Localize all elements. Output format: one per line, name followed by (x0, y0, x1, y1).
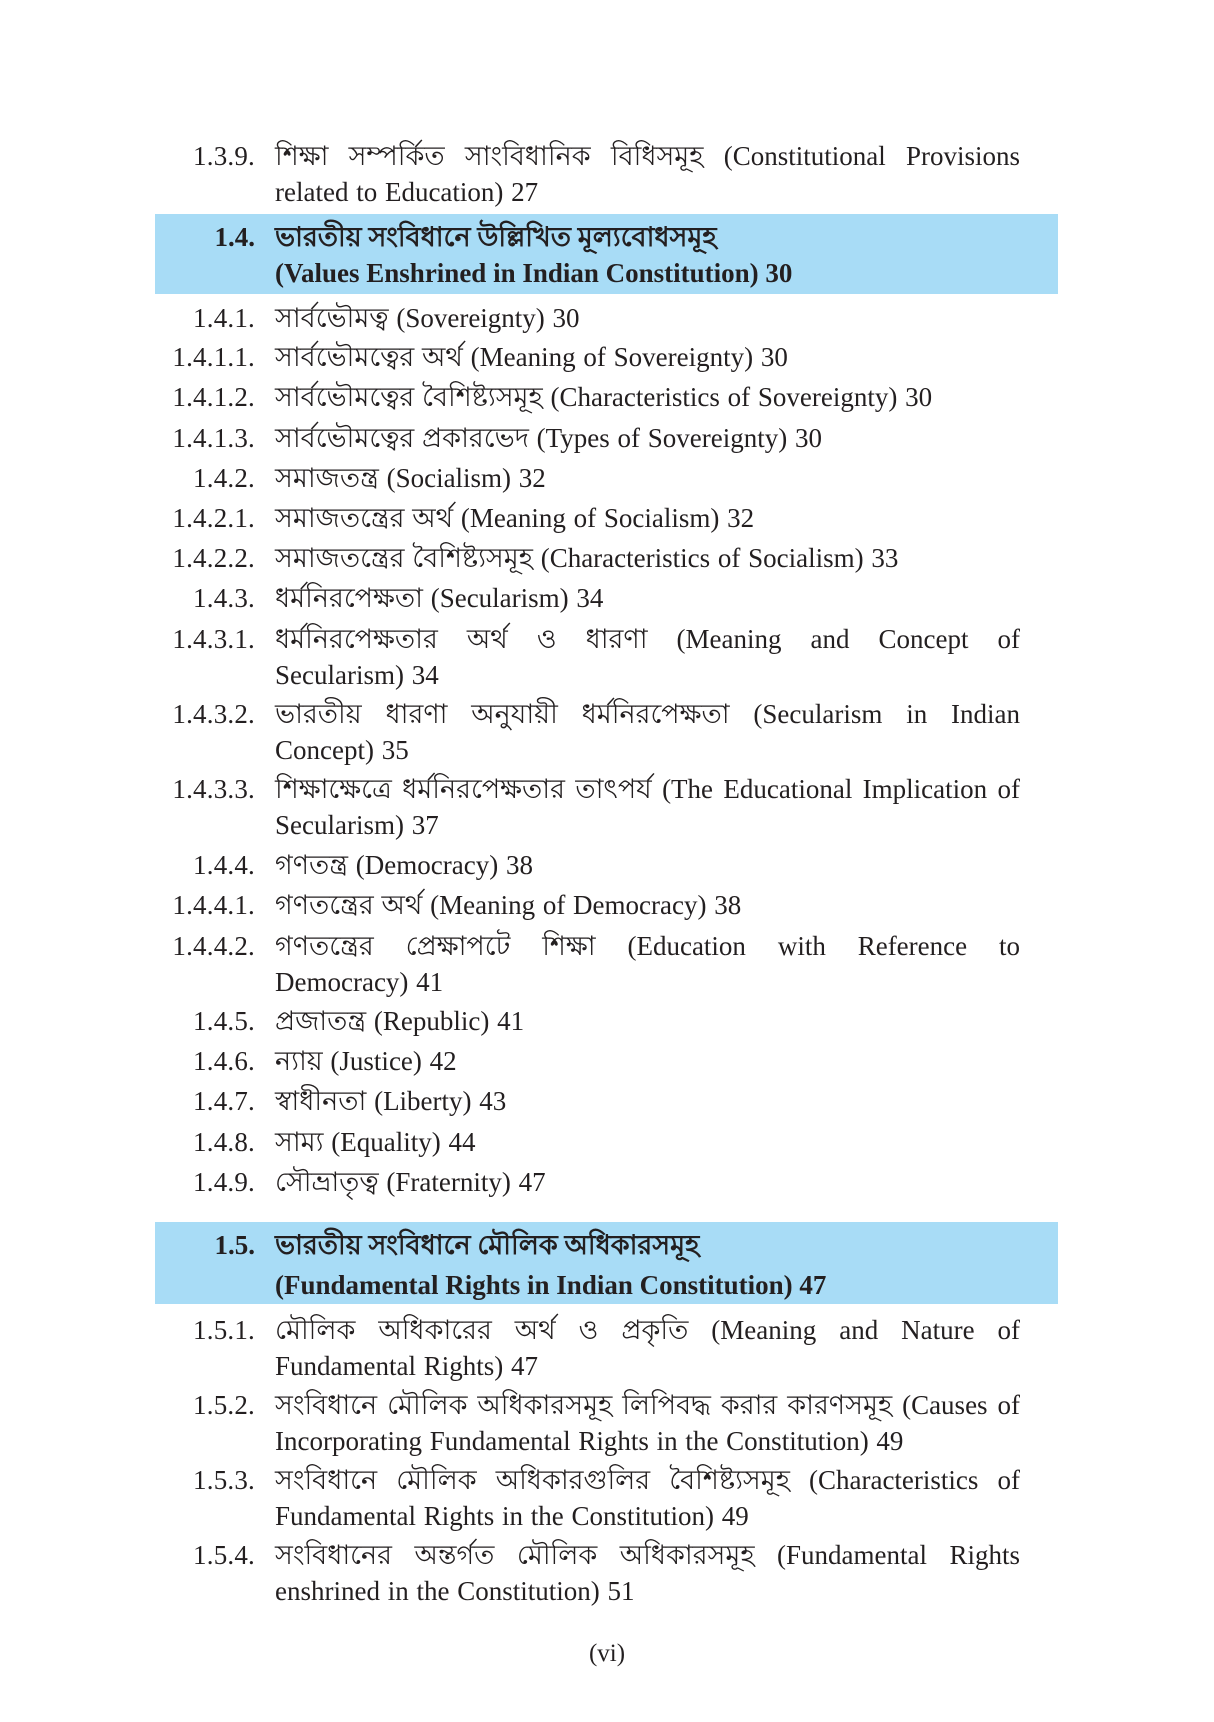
entry-title-line-1: শিক্ষা সম্পর্কিত সাংবিধানিক বিধিসমূহ (Constitutional Provisions (275, 141, 1020, 171)
entry-title: স্বাধীনতা (Liberty) 43 (275, 1086, 507, 1116)
entry-title (275, 696, 1020, 768)
entry-title-line-2: related to Education) 27 (275, 177, 539, 207)
entry-title-line-2: Fundamental Rights) 47 (275, 1351, 538, 1381)
entry-title-line-1: ভারতীয় ধারণা অনুযায়ী ধর্মনিরপেক্ষতা (Secularism in Indian (275, 699, 1020, 729)
section-title-english: (Values Enshrined in Indian Constitution) 30 (275, 258, 793, 288)
entry-title (275, 1537, 1020, 1609)
entry-number: 1.4.1.2. (172, 382, 255, 412)
section-heading-1-4[interactable] (155, 214, 1058, 294)
page-number: (vi) (588, 1640, 626, 1667)
section-number: 1.4. (214, 222, 255, 252)
entry-title: সৌভ্রাতৃত্ব (Fraternity) 47 (275, 1167, 546, 1197)
entry-title (275, 1462, 1020, 1534)
entry-number: 1.3.9. (193, 141, 255, 171)
entry-number: 1.4.3.1. (172, 624, 255, 654)
entry-title: ন্যায় (Justice) 42 (275, 1046, 457, 1076)
entry-number: 1.5.4. (193, 1540, 255, 1570)
section-heading-1-5[interactable] (155, 1222, 1058, 1304)
entry-number: 1.4.6. (193, 1046, 255, 1076)
entry-title-line-1: সংবিধানে মৌলিক অধিকারগুলির বৈশিষ্ট্যসমূহ (Characteristics of (275, 1465, 1020, 1495)
entry-title: সার্বভৌমত্বের অর্থ (Meaning of Sovereignty) 30 (275, 342, 788, 372)
entry-number: 1.5.1. (193, 1315, 255, 1345)
entry-title-line-1: সংবিধানের অন্তর্গত মৌলিক অধিকারসমূহ (Fundamental Rights (275, 1540, 1020, 1570)
entry-title-line-2: enshrined in the Constitution) 51 (275, 1576, 635, 1606)
section-title-bengali: ভারতীয় সংবিধানে মৌলিক অধিকারসমূহ (275, 1230, 700, 1260)
entry-title-line-1: সংবিধানে মৌলিক অধিকারসমূহ লিপিবদ্ধ করার কারণসমূহ (Causes of (275, 1390, 1020, 1420)
entry-title: গণতন্ত্র (Democracy) 38 (275, 850, 533, 880)
entry-title: ধর্মনিরপেক্ষতা (Secularism) 34 (275, 583, 604, 613)
section-title-bengali: ভারতীয় সংবিধানে উল্লিখিত মূল্যবোধসমূহ (275, 222, 717, 252)
entry-number: 1.4.4.2. (172, 931, 255, 961)
entry-number: 1.4.2.2. (172, 543, 255, 573)
entry-title: সমাজতন্ত্রের অর্থ (Meaning of Socialism) 32 (275, 503, 755, 533)
entry-title: সার্বভৌমত্বের প্রকারভেদ (Types of Sovereignty) 30 (275, 423, 822, 453)
entry-title-line-2: Secularism) 37 (275, 810, 439, 840)
entry-title (275, 138, 1020, 210)
entry-title-line-1: ধর্মনিরপেক্ষতার অর্থ ও ধারণা (Meaning and Concept of (275, 624, 1020, 654)
entry-number: 1.4.3. (193, 583, 255, 613)
entry-title (275, 771, 1020, 843)
entry-number: 1.4.3.2. (172, 699, 255, 729)
entry-title-line-2: Incorporating Fundamental Rights in the Constitution) 49 (275, 1426, 904, 1456)
entry-title-line-2: Secularism) 34 (275, 660, 439, 690)
entry-title-line-1: গণতন্ত্রের প্রেক্ষাপটে শিক্ষা (Education with Reference to (275, 931, 1020, 961)
entry-title-line-2: Fundamental Rights in the Constitution) 49 (275, 1501, 749, 1531)
entry-title: সমাজতন্ত্র (Socialism) 32 (275, 463, 546, 493)
entry-title: সমাজতন্ত্রের বৈশিষ্ট্যসমূহ (Characteristics of Socialism) 33 (275, 543, 899, 573)
entry-title (275, 928, 1020, 1000)
entry-number: 1.4.5. (193, 1006, 255, 1036)
entry-title: গণতন্ত্রের অর্থ (Meaning of Democracy) 38 (275, 890, 742, 920)
section-title (275, 219, 1035, 291)
entry-number: 1.4.4.1. (172, 890, 255, 920)
entry-title-line-1: মৌলিক অধিকারের অর্থ ও প্রকৃতি (Meaning and Nature of (275, 1315, 1020, 1345)
entry-number: 1.4.7. (193, 1086, 255, 1116)
entry-title: সাম্য (Equality) 44 (275, 1127, 476, 1157)
entry-title-line-2: Concept) 35 (275, 735, 409, 765)
section-title (275, 1227, 1035, 1303)
entry-number: 1.4.1. (193, 303, 255, 333)
entry-number: 1.4.4. (193, 850, 255, 880)
entry-number: 1.4.3.3. (172, 774, 255, 804)
entry-title (275, 621, 1020, 693)
entry-number: 1.4.2.1. (172, 503, 255, 533)
entry-number: 1.4.8. (193, 1127, 255, 1157)
entry-number: 1.4.9. (193, 1167, 255, 1197)
entry-number: 1.4.1.3. (172, 423, 255, 453)
entry-title-line-2: Democracy) 41 (275, 967, 444, 997)
entry-number: 1.5.2. (193, 1390, 255, 1420)
entry-title-line-1: শিক্ষাক্ষেত্রে ধর্মনিরপেক্ষতার তাৎপর্য (The Educational Implication of (275, 774, 1020, 804)
entry-number: 1.4.1.1. (172, 342, 255, 372)
entry-number: 1.5.3. (193, 1465, 255, 1495)
entry-title: সার্বভৌমত্বের বৈশিষ্ট্যসমূহ (Characteristics of Sovereignty) 30 (275, 382, 933, 412)
section-number: 1.5. (214, 1230, 255, 1260)
entry-title: প্রজাতন্ত্র (Republic) 41 (275, 1006, 525, 1036)
section-title-english: (Fundamental Rights in Indian Constitution) 47 (275, 1270, 827, 1300)
entry-title: সার্বভৌমত্ব (Sovereignty) 30 (275, 303, 580, 333)
entry-number: 1.4.2. (193, 463, 255, 493)
entry-title (275, 1387, 1020, 1459)
entry-title (275, 1312, 1020, 1384)
